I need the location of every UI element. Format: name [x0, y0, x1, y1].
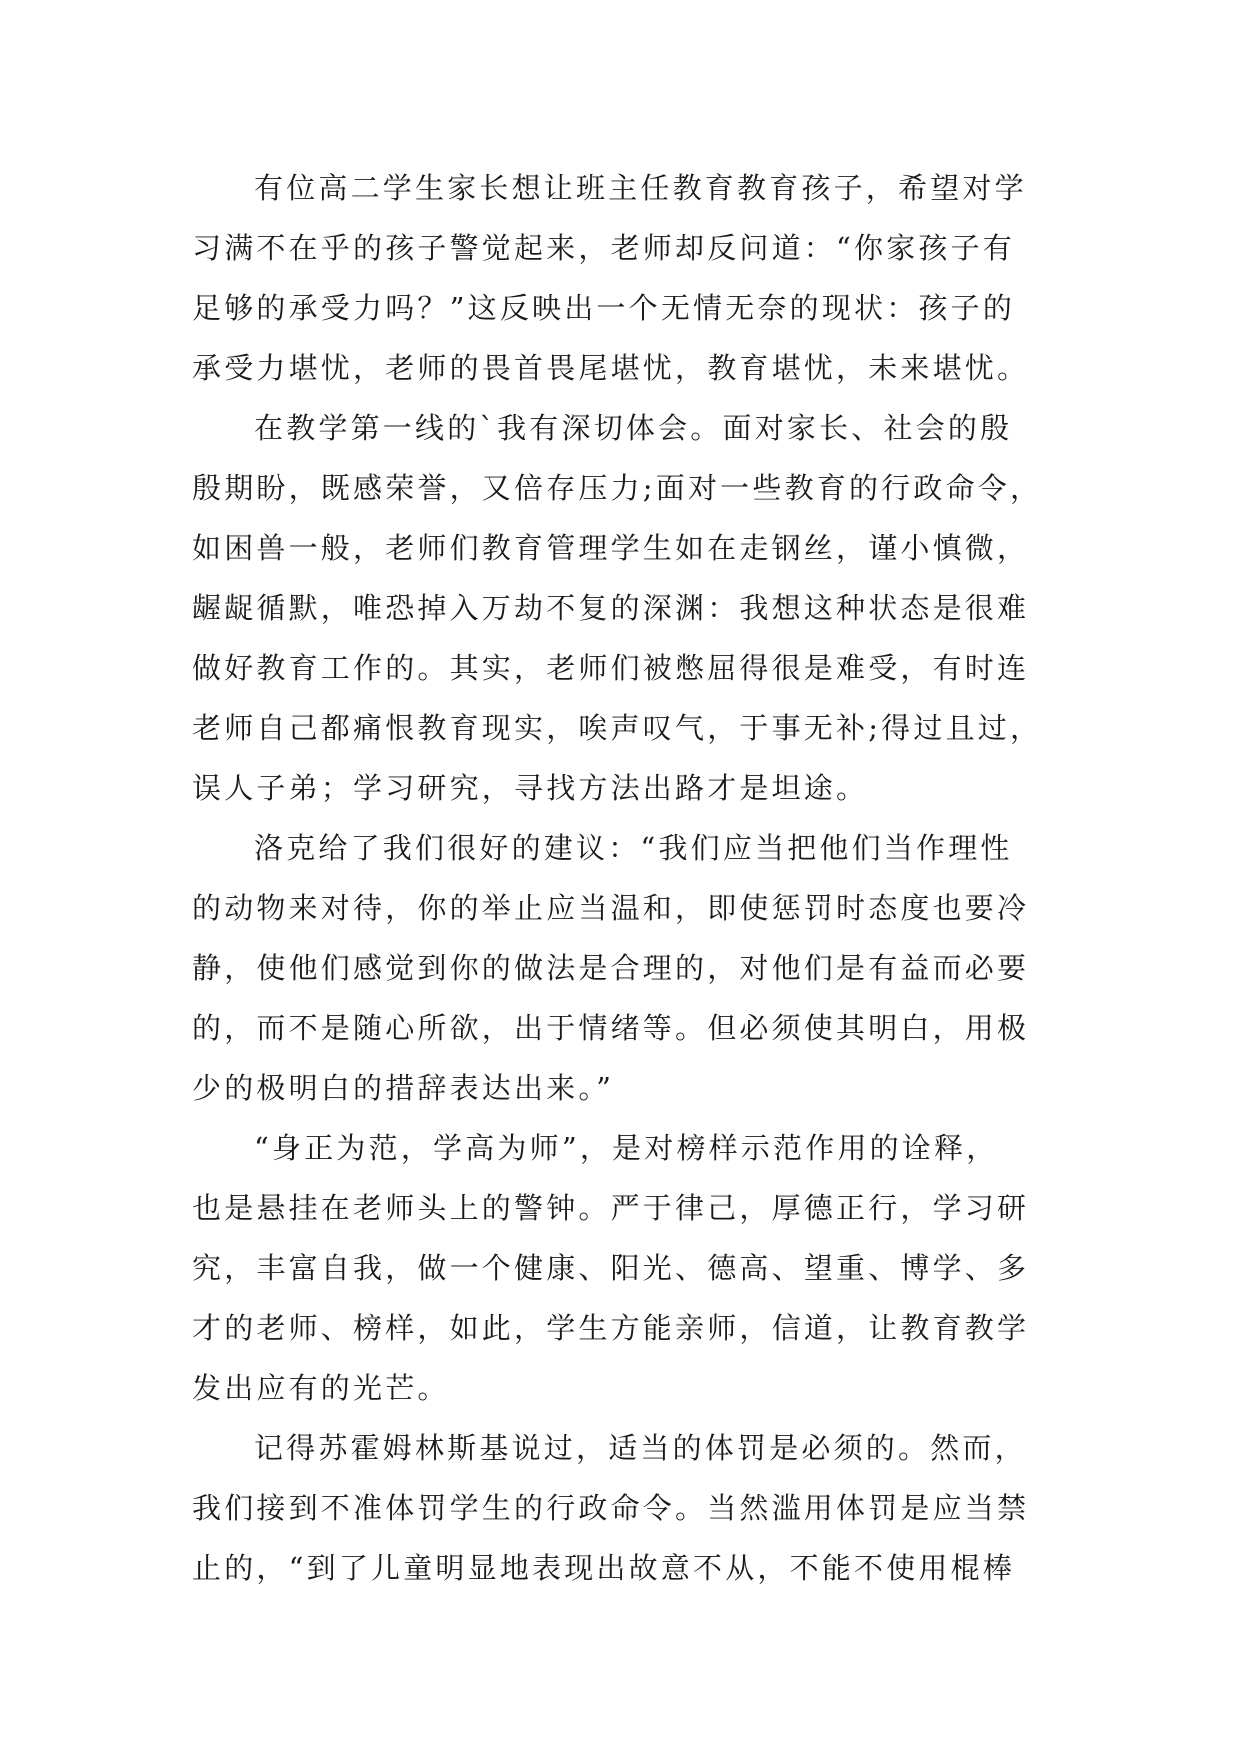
- paragraph-5-line-2: 我们接到不准体罚学生的行政命令。当然滥用体罚是应当禁: [192, 1491, 1030, 1525]
- paragraph-3-line-5: 少的极明白的措辞表达出来。”: [192, 1071, 615, 1105]
- paragraph-4-line-2: 也是悬挂在老师头上的警钟。严于律己，厚德正行，学习研: [192, 1191, 1030, 1225]
- paragraph-5-line-3: 止的，“到了儿童明显地表现出故意不从，不能不使用棍棒: [192, 1551, 1016, 1585]
- paragraph-1-line-3: 足够的承受力吗？”这反映出一个无情无奈的现状：孩子的: [192, 291, 1016, 325]
- document-body: [192, 158, 1052, 1598]
- paragraph-5-line-1: 记得苏霍姆林斯基说过，适当的体罚是必须的。然而，: [254, 1431, 1027, 1465]
- paragraph-4-line-3: 究，丰富自我，做一个健康、阳光、德高、望重、博学、多: [192, 1251, 1030, 1285]
- paragraph-2-line-7: 误人子弟；学习研究，寻找方法出路才是坦途。: [192, 771, 869, 805]
- paragraph-2-line-5: 做好教育工作的。其实，老师们被憋屈得很是难受，有时连: [192, 651, 1030, 685]
- paragraph-3-line-2: 的动物来对待，你的举止应当温和，即使惩罚时态度也要冷: [192, 891, 1030, 925]
- paragraph-1-line-2: 习满不在乎的孩子警觉起来，老师却反问道：“你家孩子有: [192, 231, 1016, 265]
- paragraph-2-line-6: 老师自己都痛恨教育现实，唉声叹气，于事无补;得过且过，: [192, 711, 1043, 745]
- paragraph-2-line-3: 如困兽一般，老师们教育管理学生如在走钢丝，谨小慎微，: [192, 531, 1030, 565]
- paragraph-4-line-4: 才的老师、榜样，如此，学生方能亲师，信道，让教育教学: [192, 1311, 1030, 1345]
- paragraph-2-line-4: 龌龊循默，唯恐掉入万劫不复的深渊：我想这种状态是很难: [192, 591, 1030, 625]
- paragraph-2-line-1: 在教学第一线的`我有深切体会。面对家长、社会的殷: [254, 411, 1013, 445]
- paragraph-1-line-4: 承受力堪忧，老师的畏首畏尾堪忧，教育堪忧，未来堪忧。: [192, 351, 1030, 385]
- paragraph-2-line-2: 殷期盼，既感荣誉，又倍存压力;面对一些教育的行政命令，: [192, 471, 1043, 505]
- paragraph-1-line-1: 有位高二学生家长想让班主任教育教育孩子，希望对学: [254, 171, 1027, 205]
- paragraph-3-line-1: 洛克给了我们很好的建议：“我们应当把他们当作理性: [254, 831, 1013, 865]
- paragraph-3-line-4: 的，而不是随心所欲，出于情绪等。但必须使其明白，用极: [192, 1011, 1030, 1045]
- paragraph-4-line-5: 发出应有的光芒。: [192, 1371, 450, 1405]
- paragraph-4-line-1: “身正为范，学高为师”，是对榜样示范作用的诠释，: [254, 1131, 999, 1165]
- paragraph-3-line-3: 静，使他们感觉到你的做法是合理的，对他们是有益而必要: [192, 951, 1030, 985]
